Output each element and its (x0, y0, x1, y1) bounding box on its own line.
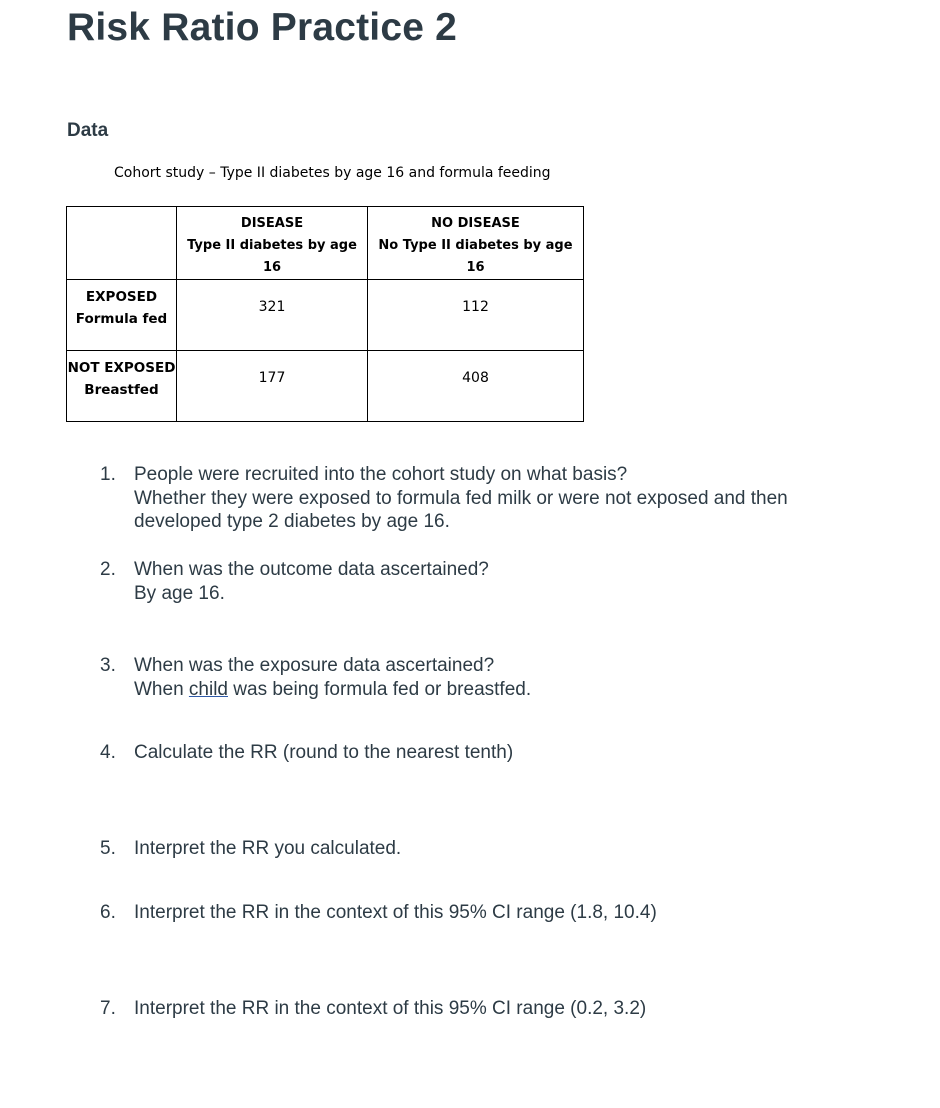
question-4: 4. Calculate the RR (round to the nearest tenth) (100, 741, 880, 765)
question-text: Interpret the RR in the context of this 95% CI range (0.2, 3.2) (134, 998, 647, 1019)
question-text: People were recruited into the cohort study on what basis? (134, 464, 628, 485)
question-3: 3. When was the exposure data ascertained? When child was being formula fed or breastfed. (100, 654, 880, 701)
table-corner-cell (67, 207, 177, 280)
table-row-not-exposed (67, 351, 584, 422)
column-header-disease: DISEASE Type II diabetes by age 16 (177, 207, 368, 280)
cell-not-exposed-disease: 177 (177, 351, 368, 422)
table-caption: Cohort study – Type II diabetes by age 16 and formula feeding (114, 165, 551, 181)
row-header-exposed: EXPOSED Formula fed (67, 280, 177, 351)
column-header-no-disease: NO DISEASE No Type II diabetes by age 16 (368, 207, 584, 280)
answer-line: By age 16. (134, 582, 225, 604)
answer-line: developed type 2 diabetes by age 16. (134, 511, 450, 532)
question-2: 2. When was the outcome data ascertained? By age 16. (100, 558, 880, 605)
answer-line: Whether they were exposed to formula fed milk or were not exposed and then (134, 487, 788, 509)
data-table (66, 206, 584, 422)
question-1: 1. People were recruited into the cohort study on what basis? Whether they were exposed to formula fed milk or were not exposed and then developed type 2 diabetes by age 16. (100, 463, 880, 534)
section-heading: Data (67, 120, 109, 141)
question-text: When was the outcome data ascertained? (134, 559, 489, 580)
question-6: 6. Interpret the RR in the context of this 95% CI range (1.8, 10.4) (100, 901, 880, 925)
underlined-word: child (188, 678, 228, 700)
question-text: Interpret the RR in the context of this 95% CI range (1.8, 10.4) (134, 902, 657, 923)
row-header-not-exposed: NOT EXPOSED Breastfed (67, 351, 177, 422)
cell-exposed-disease: 321 (177, 280, 368, 351)
question-text: When was the exposure data ascertained? (134, 655, 495, 676)
question-7: 7. Interpret the RR in the context of this 95% CI range (0.2, 3.2) (100, 997, 880, 1021)
answer-line: When child was being formula fed or breastfed. (134, 678, 532, 700)
table-header-row (67, 207, 584, 280)
question-text: Interpret the RR you calculated. (134, 838, 402, 859)
cell-not-exposed-no-disease: 408 (368, 351, 584, 422)
table-row-exposed (67, 280, 584, 351)
cell-exposed-no-disease: 112 (368, 280, 584, 351)
question-5: 5. Interpret the RR you calculated. (100, 837, 880, 861)
question-text: Calculate the RR (round to the nearest tenth) (134, 742, 514, 763)
page-title: Risk Ratio Practice 2 (67, 6, 458, 49)
